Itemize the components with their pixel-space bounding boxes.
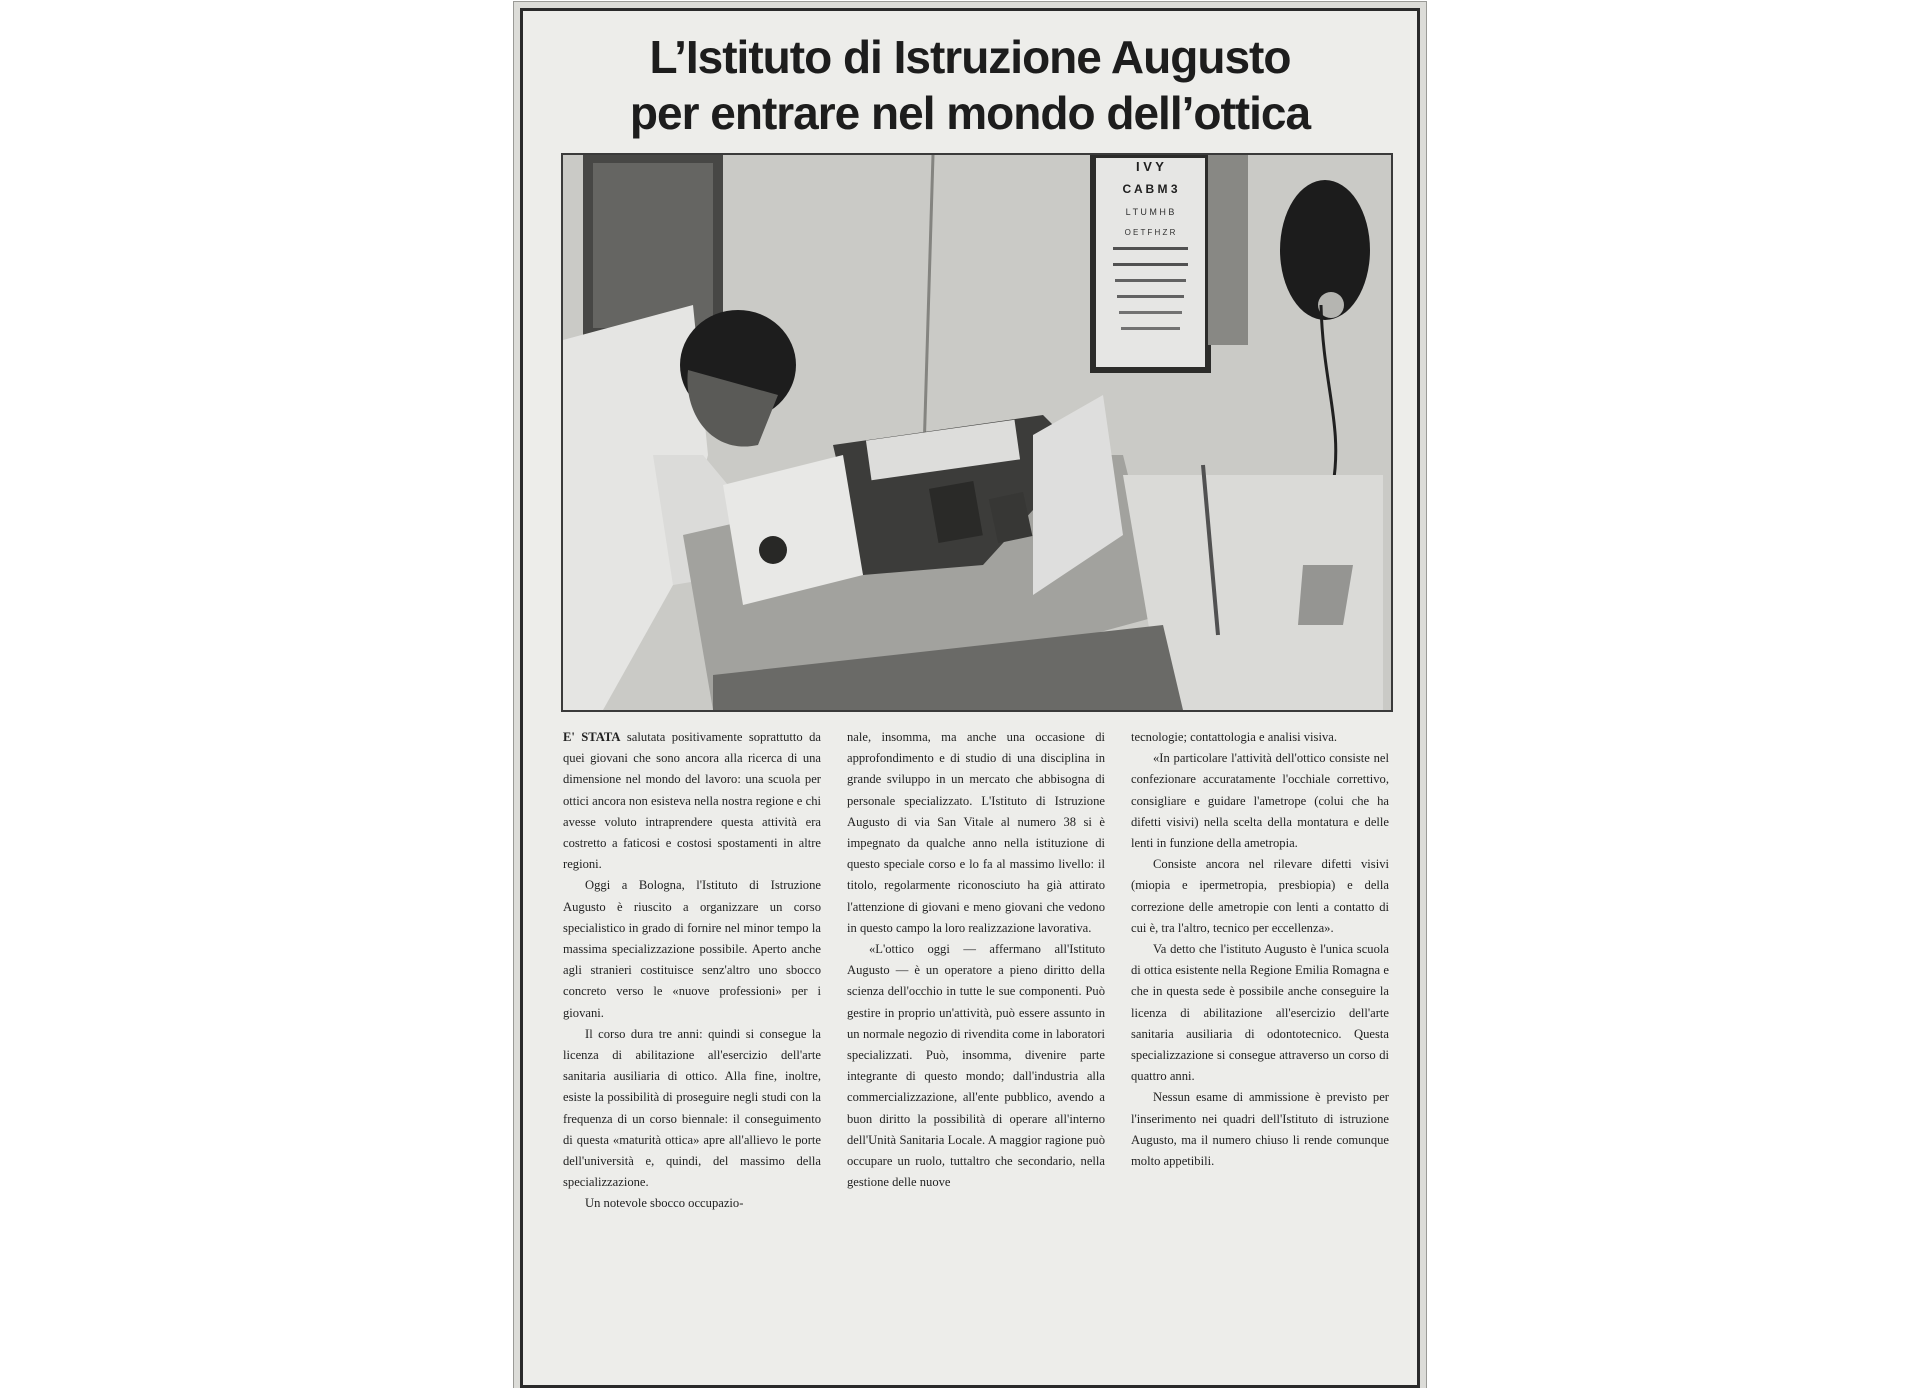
newspaper-clipping [520,8,1420,1388]
photo-illustration [563,155,1391,710]
paragraph: Nessun esame di ammissione è previsto per l'inserimento nei quadri dell'Istituto di istruzione Augusto, ma il numero chiuso li rende comunque molto appetibili. [1131,1090,1389,1169]
article-column-3 [1131,727,1389,1349]
eye-chart-row-1: I V Y [1136,159,1164,174]
article-photo [561,153,1393,712]
paragraph: Un notevole sbocco occupazio- [585,1196,744,1211]
paragraph: Va detto che l'istituto Augusto è l'unica scuola di ottica esistente nella Regione Emilia Romagna e che in questa sede è possibile anche conseguire la licenza di abilitazione all'esercizio dell'arte sanitaria ausiliaria di odontotecnico. Questa specializzazione si consegue attraverso un corso di quattro anni. [1131,942,1389,1084]
lead-in: E' STATA [563,730,621,744]
paragraph: Oggi a Bologna, l'Istituto di Istruzione Augusto è riuscito a organizzare un corso specialistico in grado di fornire nel minor tempo la massima specializzazione possibile. Aperto anche agli stranieri costituisce senz'altro uno sbocco concreto verso le «nuove professioni» per i giovani. [563,878,821,1020]
headline-line-1: L’Istituto di Istruzione Augusto [649,31,1291,83]
paragraph: Il corso dura tre anni: quindi si consegue la licenza di abilitazione all'esercizio dell'arte sanitaria ausiliaria di ottico. Alla fine, inoltre, esiste la possibilità di proseguire negli studi con la frequenza di un corso biennale: il conseguimento di questa «maturità ottica» apre all'allievo le porte dell'università e, quindi, del massimo della specializzazione. [563,1026,821,1190]
paragraph: tecnologie; contattologia e analisi visiva. [1131,730,1337,744]
headline [523,29,1417,141]
article-column-2 [847,727,1105,1349]
eye-chart-row-3: L T U M H B [1125,207,1175,217]
article-column-1 [563,727,821,1349]
paragraph: «L'ottico oggi — affermano all'Istituto Augusto — è un operatore a pieno diritto della scienza dell'occhio in tutte le sue componenti. Può gestire in proprio un'attività, può essere assunto in un normale negozio di rivendita come in laboratori specializzati. Può, insomma, divenire parte integrante di questo mondo; dall'industria alla commercializzazione, all'ente pubblico, avendo a buon diritto la possibilità di operare all'interno dell'Unità Sanitaria Locale. A maggior ragione può occupare un ruolo, tuttaltro che secondario, nella gestione delle nuove [847,942,1105,1190]
eye-chart-row-2: C A B M 3 [1122,182,1178,196]
paragraph: Consiste ancora nel rilevare difetti visivi (miopia e ipermetropia, presbiopia) e della correzione delle ametropie con lenti a contatto di cui è, tra l'altro, tecnico per eccellenza». [1131,857,1389,935]
eye-chart-row-4: O E T F H Z R [1124,228,1176,237]
headline-line-2: per entrare nel mondo dell’ottica [629,87,1311,139]
paragraph: nale, insomma, ma anche una occasione di approfondimento e di studio di una disciplina in grande sviluppo in un mercato che abbisogna di personale specializzato. L'Istituto di Istruzione Augusto di via San Vitale al numero 38 si è impegnato da qualche anno nella istituzione di questo speciale corso e lo fa al massimo livello: il titolo, regolarmente riconosciuto ha già attirato l'attenzione di giovani e meno giovani che vedono in questo campo la loro realizzazione lavorativa. [847,730,1105,935]
paragraph [563,727,821,875]
article-body [563,727,1389,1349]
paragraph: «In particolare l'attività dell'ottico consiste nel confezionare accuratamente l'occhiale correttivo, consigliare e guidare l'ametrope (colui che ha difetti visivi) nella scelta della montatura e delle lenti in funzione della ametropia. [1131,751,1389,851]
paragraph-text: salutata positivamente soprattutto da quei giovani che sono ancora alla ricerca di una dimensione nel mondo del lavoro: una scuola per ottici ancora non esisteva nella nostra regione e chi avesse voluto intraprendere questa attività era costretto a faticosi e costosi spostamenti in altre regioni. [563,730,821,872]
